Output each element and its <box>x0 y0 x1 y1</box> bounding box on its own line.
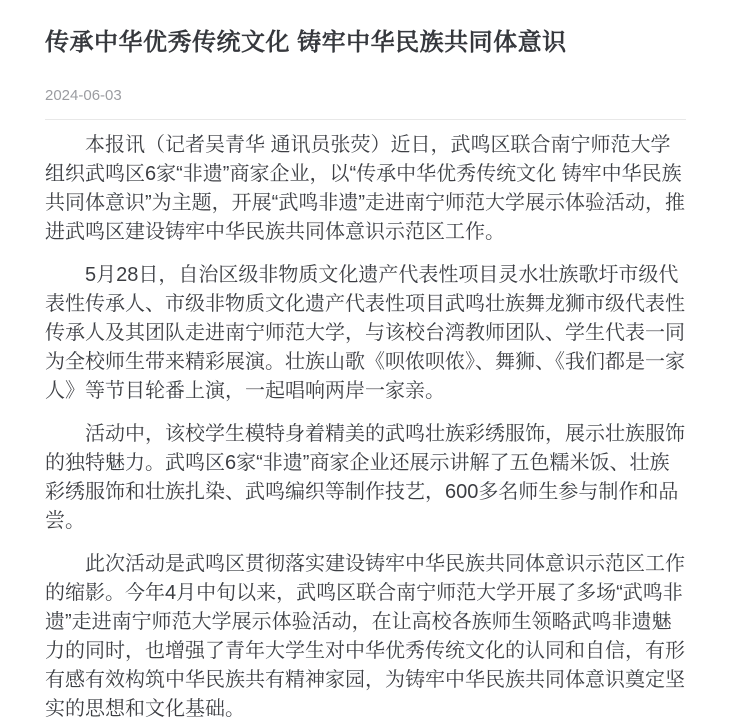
article-paragraph: 活动中，该校学生模特身着精美的武鸣壮族彩绣服饰，展示壮族服饰的独特魅力。武鸣区6家“非遗”商家企业还展示讲解了五色糯米饭、壮族彩绣服饰和壮族扎染、武鸣编织等制作技艺，600多名师生参与制作和品尝。 <box>45 423 685 532</box>
page-title: 传承中华优秀传统文化 铸牢中华民族共同体意识 <box>45 29 567 56</box>
article-paragraph: 本报讯（记者吴青华 通讯员张荧）近日，武鸣区联合南宁师范大学组织武鸣区6家“非遗”商家企业，以“传承中华优秀传统文化 铸牢中华民族共同体意识”为主题，开展“武鸣非遗”走进南宁师范大学展示体验活动，推进武鸣区建设铸牢中华民族共同体意识示范区工作。 <box>45 134 685 243</box>
publish-date: 2024-06-03 <box>45 87 122 104</box>
article-body <box>45 131 686 724</box>
article-paragraph: 5月28日，自治区级非物质文化遗产代表性项目灵水壮族歌圩市级代表性传承人、市级非物质文化遗产代表性项目武鸣壮族舞龙狮市级代表性传承人及其团队走进南宁师范大学，与该校台湾教师团队、学生代表一同为全校师生带来精彩展演。壮族山歌《呗侬呗侬》、舞狮、《我们都是一家人》等节目轮番上演，一起唱响两岸一家亲。 <box>45 264 685 402</box>
article-paragraph: 此次活动是武鸣区贯彻落实建设铸牢中华民族共同体意识示范区工作的缩影。今年4月中旬以来，武鸣区联合南宁师范大学开展了多场“武鸣非遗”走进南宁师范大学展示体验活动，在让高校各族师生领略武鸣非遗魅力的同时，也增强了青年大学生对中华优秀传统文化的认同和自信，有形有感有效构筑中华民族共有精神家园，为铸牢中华民族共同体意识奠定坚实的思想和文化基础。 <box>45 553 685 720</box>
title-divider <box>45 119 686 120</box>
